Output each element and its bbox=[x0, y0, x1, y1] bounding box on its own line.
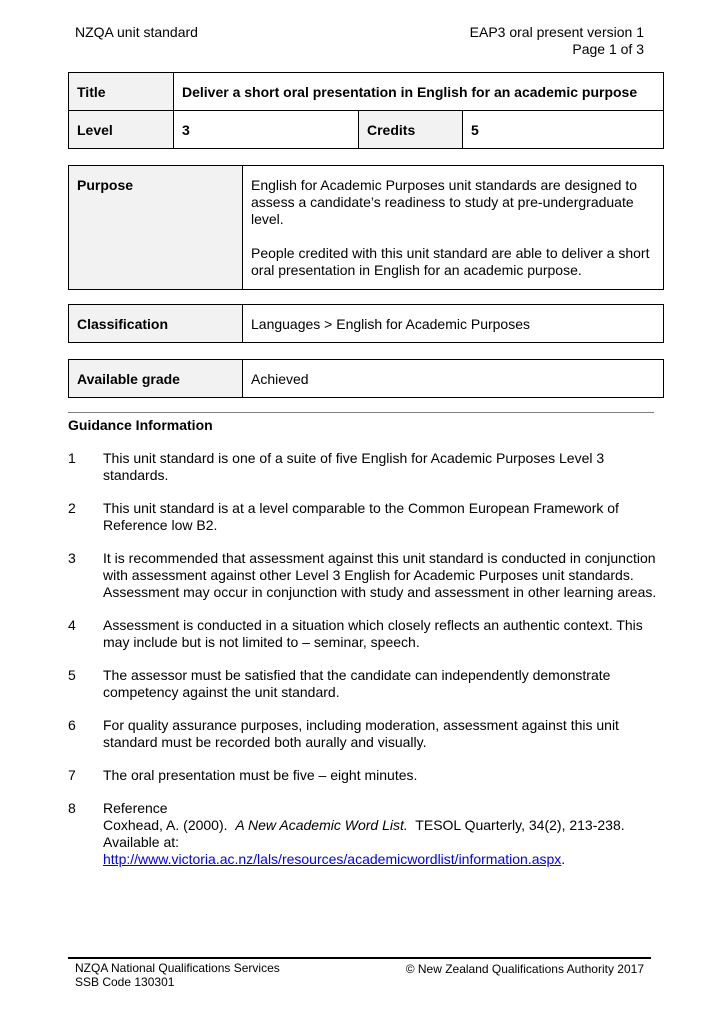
reference-available: Available at: bbox=[103, 834, 180, 850]
reference-author: Coxhead, A. (2000). bbox=[103, 817, 236, 833]
reference-link[interactable]: http://www.victoria.ac.nz/lals/resources/academicwordlist/information.aspx bbox=[103, 851, 562, 867]
reference-citation bbox=[103, 817, 658, 834]
header-version-line: EAP3 oral present version 1 bbox=[469, 24, 644, 40]
footer-ssb-code: SSB Code 130301 bbox=[75, 975, 175, 989]
list-item bbox=[68, 617, 658, 651]
item-text: This unit standard is one of a suite of five English for Academic Purposes Level 3 standards. bbox=[103, 450, 605, 483]
level-label: Level bbox=[69, 111, 174, 149]
footer-left bbox=[75, 961, 280, 989]
classification-label: Classification bbox=[69, 305, 243, 343]
reference-work-title: A New Academic Word List. bbox=[235, 817, 408, 833]
item-number: 8 bbox=[68, 800, 76, 816]
grade-label: Available grade bbox=[69, 360, 243, 398]
credits-value: 5 bbox=[463, 111, 664, 149]
item-text: Assessment is conducted in a situation which closely reflects an authentic context. This may include but is not limited to – seminar, speech. bbox=[103, 617, 643, 650]
classification-value: Languages > English for Academic Purposes bbox=[243, 305, 664, 343]
reference-heading: Reference bbox=[103, 800, 168, 816]
guidance-list bbox=[68, 450, 658, 884]
reference-link-end: . bbox=[561, 851, 566, 867]
title-label: Title bbox=[69, 73, 174, 111]
item-number: 1 bbox=[68, 450, 76, 466]
reference-text bbox=[103, 800, 658, 868]
credits-label: Credits bbox=[359, 111, 463, 149]
list-item bbox=[68, 667, 658, 701]
list-item bbox=[68, 550, 658, 601]
item-text: For quality assurance purposes, including moderation, assessment against this unit standard must be recorded both aurally and visually. bbox=[103, 717, 619, 750]
classification-table bbox=[68, 304, 664, 343]
purpose-value bbox=[243, 166, 664, 290]
header-page-number: Page 1 of 3 bbox=[572, 41, 644, 57]
item-number: 3 bbox=[68, 550, 76, 566]
grade-value: Achieved bbox=[243, 360, 664, 398]
purpose-paragraph-1: English for Academic Purposes unit standards are designed to assess a candidate’s readiness to study at pre-undergraduate level. bbox=[251, 177, 638, 227]
item-text: It is recommended that assessment against this unit standard is conducted in conjunction with assessment against other Level 3 English for Academic Purposes unit standards. Assessment may occur in conjunction with study and assessment in other learning areas. bbox=[103, 550, 657, 600]
list-item bbox=[68, 767, 658, 784]
footer-organisation: NZQA National Qualifications Services bbox=[75, 961, 280, 975]
title-value: Deliver a short oral presentation in English for an academic purpose bbox=[174, 73, 664, 111]
item-text: The assessor must be satisfied that the candidate can independently demonstrate competency against the unit standard. bbox=[103, 667, 611, 700]
footer-divider bbox=[68, 957, 651, 959]
item-text: This unit standard is at a level comparable to the Common European Framework of Reference low B2. bbox=[103, 500, 619, 533]
item-number: 5 bbox=[68, 667, 76, 683]
header-version bbox=[470, 24, 644, 58]
section-divider bbox=[68, 412, 654, 413]
purpose-paragraph-2: People credited with this unit standard are able to deliver a short oral presentation in English for an academic purpose. bbox=[251, 245, 650, 278]
purpose-table bbox=[68, 165, 664, 290]
item-text: The oral presentation must be five – eight minutes. bbox=[103, 767, 418, 783]
item-number: 2 bbox=[68, 500, 76, 516]
item-number: 6 bbox=[68, 717, 76, 733]
list-item bbox=[68, 500, 658, 534]
list-item bbox=[68, 717, 658, 751]
reference-link-line bbox=[103, 851, 658, 868]
guidance-title: Guidance Information bbox=[68, 417, 213, 433]
grade-table bbox=[68, 359, 664, 398]
list-item bbox=[68, 450, 658, 484]
reference-source: TESOL Quarterly, 34(2), 213-238. bbox=[407, 817, 625, 833]
reference-item bbox=[68, 800, 658, 868]
item-number: 7 bbox=[68, 767, 76, 783]
title-table bbox=[68, 72, 664, 149]
item-number: 4 bbox=[68, 617, 76, 633]
footer-copyright: © New Zealand Qualifications Authority 2017 bbox=[405, 962, 644, 976]
purpose-label: Purpose bbox=[69, 166, 243, 290]
level-value: 3 bbox=[174, 111, 359, 149]
header-unit-standard: NZQA unit standard bbox=[75, 24, 198, 40]
